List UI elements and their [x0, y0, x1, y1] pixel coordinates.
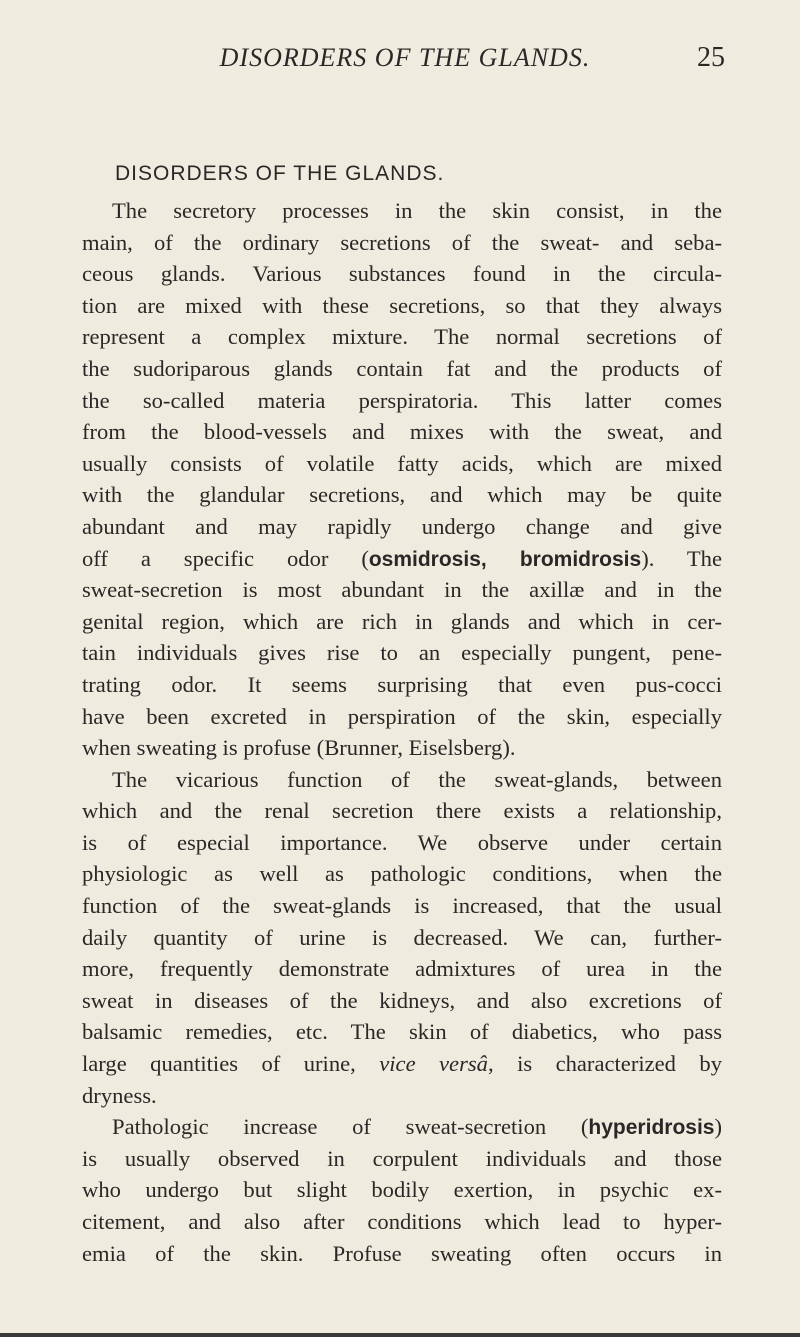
chapter-heading: DISORDERS OF THE GLANDS.: [115, 162, 445, 185]
page-number: 25: [697, 42, 725, 73]
text-line: function of the sweat-glands is increased, that the usual: [82, 893, 722, 919]
text-line: [82, 1111, 722, 1143]
text-line: is usually observed in corpulent individuals and those: [82, 1145, 722, 1171]
text-run: Pathologic increase of sweat-secretion (: [112, 1114, 589, 1140]
text-line: when sweating is profuse (Brunner, Eiselsberg).: [82, 735, 516, 761]
text-run: large quantities of urine,: [82, 1051, 380, 1077]
text-run: ). The: [641, 545, 722, 571]
text-line: have been excreted in perspiration of the skin, especially: [82, 703, 722, 729]
text-line: more, frequently demonstrate admixtures of urea in the: [82, 956, 722, 982]
text-run: , is characterized by: [487, 1051, 722, 1077]
text-run: ): [714, 1114, 722, 1140]
text-line: which and the renal secretion there exists a relationship,: [82, 798, 722, 824]
text-line: The secretory processes in the skin consist, in the: [112, 198, 722, 223]
text-line: usually consists of volatile fatty acids, which are mixed: [82, 450, 722, 476]
text-line: daily quantity of urine is decreased. We can, further-: [82, 924, 722, 950]
text-line: physiologic as well as pathologic conditions, when the: [82, 861, 722, 887]
text-line: tain individuals gives rise to an especially pungent, pene-: [82, 640, 722, 666]
text-line: represent a complex mixture. The normal secretions of: [82, 324, 722, 350]
text-line: The vicarious function of the sweat-glands, between: [112, 766, 722, 792]
text-run: off a specific odor (: [82, 545, 369, 571]
text-line: emia of the skin. Profuse sweating often occurs in: [82, 1240, 722, 1266]
text-line: is of especial importance. We observe under certain: [82, 829, 722, 855]
text-line: sweat-secretion is most abundant in the axillæ and in the: [82, 577, 722, 603]
text-line: tion are mixed with these secretions, so that they always: [82, 292, 722, 318]
text-line: [82, 1048, 722, 1080]
text-line: dryness.: [82, 1082, 157, 1108]
text-line: the so-called materia perspiratoria. This latter comes: [82, 387, 722, 413]
term-hyperidrosis: hyperidrosis: [588, 1116, 715, 1140]
text-line: who undergo but slight bodily exertion, in psychic ex-: [82, 1177, 722, 1203]
running-head: [95, 40, 725, 80]
term-osmidrosis-bromidrosis: osmidrosis, bromidrosis: [368, 547, 642, 571]
text-line: ceous glands. Various substances found in the circula-: [82, 261, 722, 287]
text-line: trating odor. It seems surprising that even pus-cocci: [82, 671, 722, 697]
text-line: genital region, which are rich in glands and which in cer-: [82, 608, 722, 634]
text-line: [82, 543, 722, 575]
text-line: the sudoriparous glands contain fat and the products of: [82, 355, 722, 381]
text-line: from the blood-vessels and mixes with the sweat, and: [82, 419, 722, 445]
text-line: balsamic remedies, etc. The skin of diabetics, who pass: [82, 1019, 722, 1045]
italic-phrase: vice versâ: [379, 1051, 488, 1077]
text-line: abundant and may rapidly undergo change and give: [82, 513, 722, 539]
body-text: [82, 195, 722, 1269]
text-line: main, of the ordinary secretions of the sweat- and seba-: [82, 229, 722, 255]
bottom-edge-rule: [0, 1333, 800, 1337]
text-line: sweat in diseases of the kidneys, and also excretions of: [82, 987, 722, 1013]
text-line: citement, and also after conditions which lead to hyper-: [82, 1209, 722, 1234]
text-line: with the glandular secretions, and which may be quite: [82, 482, 722, 508]
running-title: DISORDERS OF THE GLANDS.: [219, 43, 591, 72]
